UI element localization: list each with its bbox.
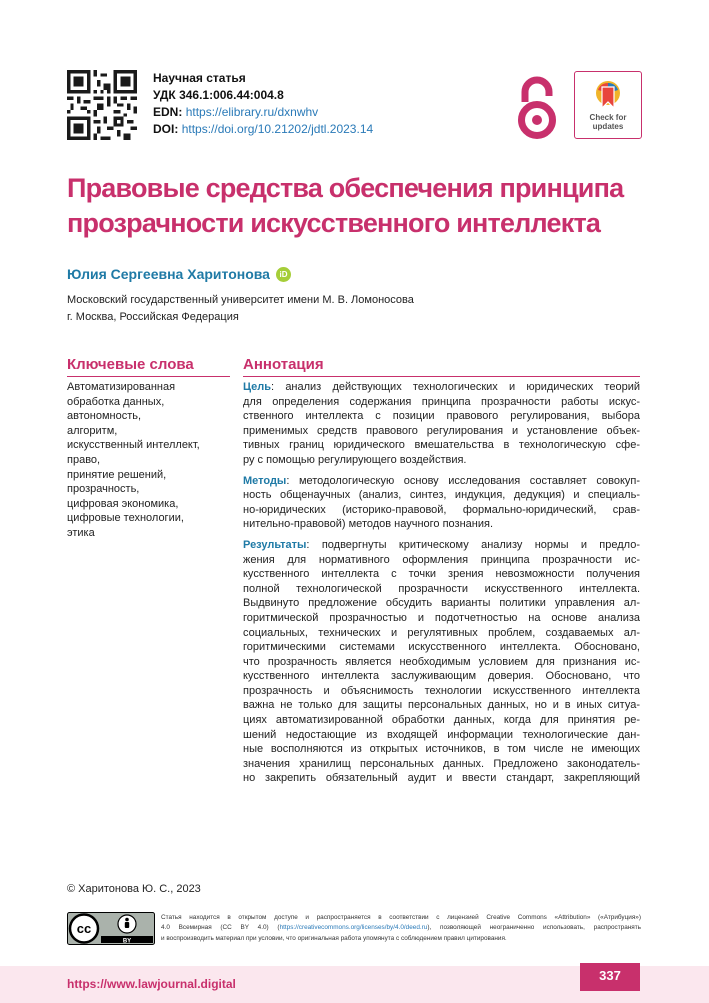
cc-by-license-icon[interactable] <box>67 912 155 945</box>
abstract-line: горитмическими системами искусственного интеллекта. Обосновано, <box>243 641 640 654</box>
goal-text: : анализ действующих технологических и юридических теорий <box>271 381 640 393</box>
doi-label: DOI: <box>153 122 179 136</box>
journal-url[interactable]: https://www.lawjournal.digital <box>67 977 236 991</box>
abstract-line: Выдвинуто предложение обсудить варианты политики управления ал- <box>243 597 640 610</box>
copyright: © Харитонова Ю. С., 2023 <box>67 883 201 895</box>
abstract-line: жения для нормативного оформления принципа прозрачности ис- <box>243 553 640 566</box>
abstract-methods <box>243 474 640 532</box>
edn-label: EDN: <box>153 105 183 119</box>
license-line <box>161 923 641 933</box>
abstract-line: что прозрачность является необходимым условием для признания ис- <box>243 655 640 668</box>
abstract-line <box>243 538 640 553</box>
author-row <box>67 266 291 282</box>
results-text: : подвергнуты критическому анализу нормы и предло- <box>306 538 640 551</box>
license-line: Статья находится в открытом доступе и распространяется в соответствии с лицензией Creative Commons «Attribution» («Атрибуция») <box>161 914 641 921</box>
udc-code: УДК 346.1:006.44:004.8 <box>153 88 284 102</box>
abstract-results <box>243 538 640 786</box>
author-name: Юлия Сергеевна Харитонова <box>67 266 270 282</box>
keyword-item: искусственный интеллект, <box>67 439 200 452</box>
check-for-updates-line1: Check for <box>589 113 627 122</box>
abstract-line: для определения содержания принципа прозрачности работы искус- <box>243 395 640 408</box>
abstract-line: применимых средств правового регулирования и установление объек- <box>243 424 640 437</box>
cc-label: cc <box>76 921 92 936</box>
abstract-line: кусственного интеллекта с точки зрения невозможности получения <box>243 568 640 581</box>
qr-code <box>67 70 137 140</box>
edn-link[interactable]: https://elibrary.ru/dxnwhv <box>185 105 319 119</box>
abstract-line: ственного интеллекта с позиции правового регулирования, выбора <box>243 410 640 423</box>
keyword-item: цифровые технологии, <box>67 512 184 525</box>
keywords-list <box>67 380 200 541</box>
abstract-line: ные восполняются из открытых источников, в том числе не имеющих <box>243 743 640 756</box>
title-line: прозрачности искусственного интеллекта <box>67 208 601 238</box>
license-link[interactable]: https://creativecommons.org/licenses/by/4.0/deed.ru <box>279 924 428 932</box>
abstract-line: нительно-правовой) методов научного познания. <box>243 518 494 531</box>
keywords-heading: Ключевые слова <box>67 356 194 373</box>
methods-label: Методы <box>243 474 287 487</box>
person-icon <box>125 918 129 922</box>
article-meta <box>153 70 373 138</box>
abstract-line: но закрепить обязательный аудит и ввести стандарт, закрепляющий <box>243 772 640 785</box>
by-label: BY <box>122 938 132 945</box>
keyword-item: право, <box>67 453 101 466</box>
methods-text: : методологическую основу исследования составляет совокуп- <box>286 474 640 487</box>
keyword-item: цифровая экономика, <box>67 497 179 510</box>
doi-link[interactable]: https://doi.org/10.21202/jdtl.2023.14 <box>181 122 374 136</box>
abstract-line: кусственного интеллекта заслуживающим доверия. Обосновано, что <box>243 670 640 683</box>
abstract-line: прозрачность и объяснимость технологии искусственного интеллекта <box>243 684 640 697</box>
abstract-divider <box>243 376 640 377</box>
license-text <box>161 913 641 944</box>
abstract-line <box>243 380 640 395</box>
abstract-heading: Аннотация <box>243 356 324 373</box>
open-access-icon <box>516 72 558 142</box>
orcid-icon[interactable]: iD <box>276 267 291 282</box>
abstract-line <box>243 474 640 489</box>
article-title <box>67 171 647 241</box>
affiliation-line: г. Москва, Российская Федерация <box>67 311 239 323</box>
check-for-updates-badge[interactable] <box>574 71 642 139</box>
license-text-part: 4.0 Всемирная (CC BY 4.0) ( <box>161 924 280 932</box>
abstract-line: но-юридических (историко-правовой, формально-юридический, срав- <box>243 503 640 516</box>
keyword-item: принятие решений, <box>67 468 167 481</box>
goal-label: Цель <box>243 381 272 393</box>
abstract-body <box>243 380 640 792</box>
abstract-line: тивных границ юридического вмешательства в технологическую сфе- <box>243 439 640 452</box>
keyword-item: прозрачность, <box>67 483 140 496</box>
abstract-line: горитмической прозрачностью и подотчетностью на основе анализа <box>243 611 640 624</box>
keyword-item: алгоритм, <box>67 424 118 437</box>
abstract-line: ру с помощью регулирующего воздействия. <box>243 453 467 466</box>
affiliation-line: Московский государственный университет имени М. В. Ломоносова <box>67 294 414 306</box>
abstract-line: циях автоматизированной обработки данных, когда для принятия ре- <box>243 714 640 727</box>
keywords-divider <box>67 376 230 377</box>
keyword-item: автономность, <box>67 410 142 423</box>
bookmark-icon <box>595 80 621 110</box>
keyword-item: этика <box>67 526 95 539</box>
abstract-line: значения хранилищ персональных данных. Предложено законодатель- <box>243 757 640 770</box>
license-text-part: ), позволяющей неограниченно использовать, распространять <box>427 924 641 932</box>
abstract-line: полной технологической прозрачности искусственного интеллекта. <box>243 582 640 595</box>
abstract-line: ность общенаучных (анализ, синтез, индукция, дедукция) и специаль- <box>243 489 640 502</box>
abstract-line: шений недостающие из входящей информации технологические дан- <box>243 728 640 741</box>
keyword-item: Автоматизированная <box>67 381 176 393</box>
results-label: Результаты <box>243 538 307 551</box>
title-line: Правовые средства обеспечения принципа <box>67 173 624 203</box>
keyword-item: обработка данных, <box>67 395 165 408</box>
author-affiliation <box>67 292 414 326</box>
abstract-line: социальных, технических и регулятивных проблем, создаваемых ал- <box>243 626 640 639</box>
abstract-goal <box>243 380 640 468</box>
page-number: 337 <box>580 963 640 991</box>
check-for-updates-line2: updates <box>592 122 624 131</box>
article-type: Научная статья <box>153 71 246 85</box>
abstract-line: важна не только для защиты персональных данных, но и в иных ситуа- <box>243 699 640 712</box>
license-line: и воспроизводить материал при условии, что оригинальная работа упомянута с соблюдением правил цитирования. <box>161 934 507 942</box>
